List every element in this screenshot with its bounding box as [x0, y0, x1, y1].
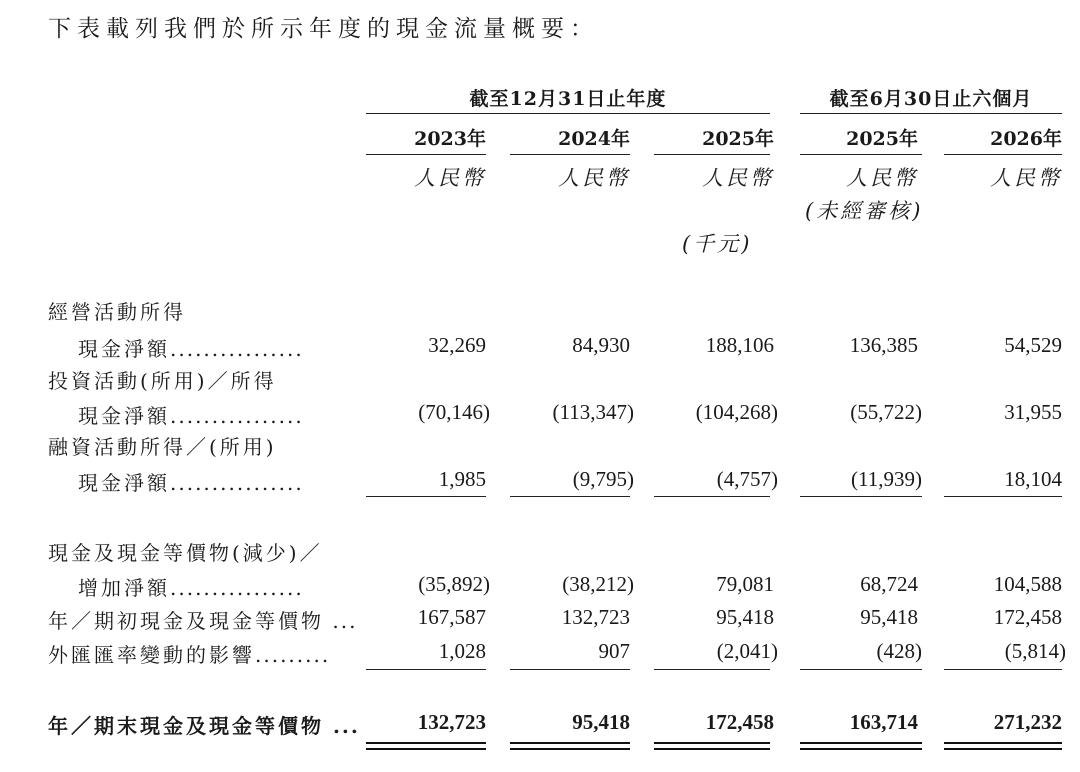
value-r6-c3: (2,041)	[716, 639, 778, 663]
value-r1-c5: 54,529	[1004, 333, 1062, 357]
value-r3-c3: (4,757)	[716, 467, 778, 491]
subtotal-rule-1	[366, 496, 486, 497]
group-rule-year	[366, 113, 770, 114]
currency-2: 人民幣	[558, 166, 630, 190]
group-rule-half	[800, 113, 1062, 114]
year-rule-4	[800, 154, 922, 155]
value-r6-c2: 907	[598, 639, 630, 663]
row-label-investing-2: 現金淨額................	[78, 404, 304, 428]
value-r2-c2: (113,347)	[552, 400, 634, 424]
value-r7-c5: 271,232	[993, 710, 1062, 734]
row-label-operating-2: 現金淨額................	[78, 337, 304, 361]
total-rule-1	[366, 669, 486, 670]
value-r5-c4: 95,418	[860, 605, 918, 629]
year-rule-3	[654, 154, 770, 155]
unaudited-note: (未經審核)	[805, 199, 924, 223]
value-r2-c4: (55,722)	[850, 400, 922, 424]
value-r1-c1: 32,269	[428, 333, 486, 357]
value-r3-c5: 18,104	[1004, 467, 1062, 491]
double-rule-5	[944, 742, 1062, 750]
row-label-financing-1: 融資活動所得／(所用)	[48, 435, 277, 459]
value-r4-c2: (38,212)	[562, 572, 634, 596]
value-r7-c3: 172,458	[705, 710, 774, 734]
year-header-4: 2025年	[846, 128, 918, 150]
currency-1: 人民幣	[414, 166, 486, 190]
row-label-closing-cash: 年／期末現金及現金等價物 ...	[48, 714, 360, 738]
value-r5-c2: 132,723	[561, 605, 630, 629]
row-label-fx-effect: 外匯匯率變動的影響.........	[48, 643, 331, 667]
year-rule-2	[510, 154, 630, 155]
value-r1-c4: 136,385	[849, 333, 918, 357]
value-r6-c5: (5,814)	[1004, 639, 1066, 663]
total-rule-3	[654, 669, 770, 670]
total-rule-5	[944, 669, 1062, 670]
row-label-net-change-1: 現金及現金等價物(減少)／	[48, 541, 323, 565]
currency-4: 人民幣	[846, 166, 918, 190]
currency-5: 人民幣	[990, 166, 1062, 190]
value-r4-c3: 79,081	[716, 572, 774, 596]
year-header-3: 2025年	[702, 128, 774, 150]
intro-text: 下表載列我們於所示年度的現金流量概要：	[48, 16, 599, 42]
row-label-financing-2: 現金淨額................	[78, 471, 304, 495]
year-header-1: 2023年	[414, 128, 486, 150]
value-r2-c1: (70,146)	[418, 400, 490, 424]
subtotal-rule-2	[510, 496, 630, 497]
value-r4-c5: 104,588	[993, 572, 1062, 596]
total-rule-2	[510, 669, 630, 670]
row-label-net-change-2: 增加淨額................	[78, 576, 304, 600]
value-r5-c3: 95,418	[716, 605, 774, 629]
value-r4-c4: 68,724	[860, 572, 918, 596]
subtotal-rule-5	[944, 496, 1062, 497]
year-rule-5	[944, 154, 1062, 155]
double-rule-4	[800, 742, 922, 750]
total-rule-4	[800, 669, 922, 670]
row-label-opening-cash: 年／期初現金及現金等價物 ...	[48, 609, 358, 633]
value-r2-c3: (104,268)	[695, 400, 778, 424]
unit-note: (千元)	[682, 232, 753, 256]
group-header-year: 截至12月31日止年度	[469, 88, 667, 110]
year-header-5: 2026年	[990, 128, 1062, 150]
value-r2-c5: 31,955	[1004, 400, 1062, 424]
value-r4-c1: (35,892)	[418, 572, 490, 596]
value-r3-c2: (9,795)	[572, 467, 634, 491]
value-r3-c1: 1,985	[438, 467, 486, 491]
double-rule-3	[654, 742, 770, 750]
year-rule-1	[366, 154, 486, 155]
value-r7-c1: 132,723	[417, 710, 486, 734]
value-r1-c2: 84,930	[572, 333, 630, 357]
value-r3-c4: (11,939)	[851, 467, 922, 491]
value-r6-c4: (428)	[876, 639, 922, 663]
value-r1-c3: 188,106	[705, 333, 774, 357]
value-r7-c2: 95,418	[572, 710, 630, 734]
subtotal-rule-3	[654, 496, 770, 497]
year-header-2: 2024年	[558, 128, 630, 150]
double-rule-1	[366, 742, 486, 750]
value-r5-c1: 167,587	[417, 605, 486, 629]
subtotal-rule-4	[800, 496, 922, 497]
currency-3: 人民幣	[702, 166, 774, 190]
double-rule-2	[510, 742, 630, 750]
group-header-half: 截至6月30日止六個月	[829, 88, 1033, 110]
value-r5-c5: 172,458	[993, 605, 1062, 629]
value-r7-c4: 163,714	[849, 710, 918, 734]
row-label-operating-1: 經營活動所得	[48, 300, 186, 324]
value-r6-c1: 1,028	[438, 639, 486, 663]
row-label-investing-1: 投資活動(所用)／所得	[48, 369, 277, 393]
